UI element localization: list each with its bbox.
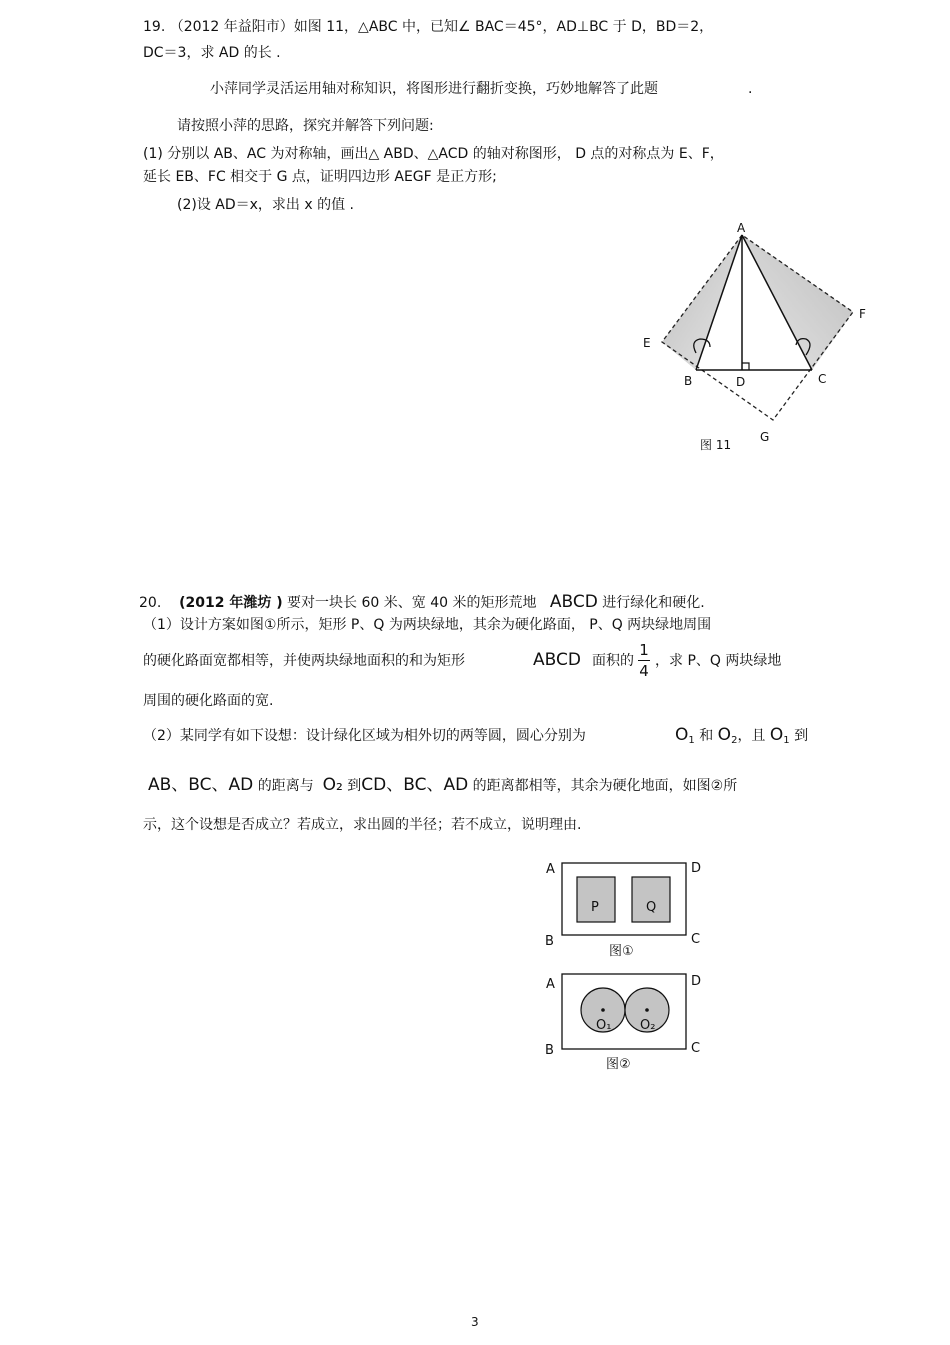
q19-line1: 19. （2012 年益阳市）如图 11，△ABC 中，已知∠ BAC＝45°，AD⊥BC 于 D，BD＝2， [143, 19, 714, 35]
fig2-label-o1: O₁ [596, 1018, 612, 1033]
label-e: E [643, 336, 651, 350]
fig1-label-a: A [546, 862, 555, 877]
q20-line6-b: 到 [347, 778, 362, 794]
q19-line4: 请按照小萍的思路，探究并解答下列问题: [177, 118, 434, 134]
q20-line4: 周围的硬化路面的宽. [143, 693, 274, 709]
q19-line3-end: . [748, 81, 753, 97]
figure-11 [630, 215, 880, 460]
q20-line1 [139, 593, 705, 612]
q20-line6-sides1: AB、BC、AD [148, 775, 254, 795]
q20-dao: 到 [794, 728, 809, 744]
q19-line7: (2)设 AD＝x，求出 x 的值 . [177, 197, 355, 213]
fig2-label-d: D [691, 974, 702, 989]
fig2-caption: 图② [606, 1057, 631, 1072]
o1-letter-again: O [769, 725, 784, 745]
label-b: B [684, 374, 693, 388]
figure-11-caption: 图 11 [700, 438, 732, 452]
o1-letter: O [675, 725, 689, 745]
o1-subscript-again: 1 [783, 735, 790, 746]
fig2-label-a: A [546, 977, 555, 992]
page-number: 3 [471, 1315, 479, 1329]
q19-line5: (1) 分别以 AB、AC 为对称轴，画出△ ABD、△ACD 的轴对称图形， D 点的对称点为 E、F， [143, 146, 724, 162]
q20-number: 20. [139, 595, 162, 611]
right-angle-mark [742, 363, 749, 370]
label-c: C [818, 372, 827, 386]
q20-line5-b [675, 726, 808, 750]
q19-line6: 延长 EB、FC 相交于 G 点，证明四边形 AEGF 是正方形; [143, 169, 497, 185]
q20-line1-abcd: ABCD [549, 592, 598, 612]
q19-line3: 小萍同学灵活运用轴对称知识，将图形进行翻折变换，巧妙地解答了此题 [210, 81, 658, 97]
fig1-label-d: D [691, 861, 702, 876]
label-g: G [760, 430, 770, 444]
o2-subscript: 2 [731, 735, 738, 746]
q20-line6 [148, 776, 737, 795]
q20-line6-a: 的距离与 [257, 778, 314, 794]
q20-source: (2012 年潍坊 ) [179, 595, 283, 611]
q20-line6-o2: O₂ [322, 775, 343, 795]
q20-line3-a: 的硬化路面宽都相等，并使两块绿地面积的和为矩形 [143, 653, 465, 669]
fig1-label-q: Q [646, 900, 657, 915]
q20-he: 和 [699, 728, 714, 744]
q20-line5-a: （2）某同学有如下设想：设计绿化区域为相外切的两等圆，圆心分别为 [143, 728, 586, 744]
q20-qie: ，且 [737, 728, 766, 744]
fig1-label-p: P [591, 900, 599, 915]
q20-line3-b: 面积的 [592, 653, 634, 669]
q20-line1-text-b: 进行绿化和硬化. [602, 595, 705, 611]
fig2-label-o2: O₂ [640, 1018, 656, 1033]
figure-1 [540, 855, 710, 965]
center-o2 [645, 1008, 649, 1012]
fig1-caption: 图① [609, 944, 634, 959]
q20-line3-c: ，求 P、Q 两块绿地 [655, 653, 782, 669]
figure-2 [540, 968, 710, 1078]
fraction-denominator: 4 [639, 662, 649, 680]
q20-line2: （1）设计方案如图①所示，矩形 P、Q 为两块绿地，其余为硬化路面， P、Q 两块绿地周围 [143, 617, 712, 633]
label-f: F [859, 307, 866, 321]
fraction-one-quarter [638, 642, 650, 679]
fig1-label-c: C [691, 932, 701, 947]
q20-line7: 示，这个设想是否成立？若成立，求出圆的半径；若不成立，说明理由. [143, 817, 582, 833]
q20-line3-abcd: ABCD [533, 650, 581, 670]
o1-subscript: 1 [688, 735, 695, 746]
fig2-label-c: C [691, 1041, 701, 1056]
label-d: D [736, 375, 746, 389]
q20-line1-text-a: 要对一块长 60 米、宽 40 米的矩形荒地 [287, 595, 537, 611]
triangle-afc [742, 235, 853, 370]
fraction-numerator: 1 [639, 641, 649, 659]
o2-letter: O [717, 725, 732, 745]
fig1-label-b: B [545, 934, 554, 949]
fig2-label-b: B [545, 1043, 554, 1058]
label-a: A [737, 221, 746, 235]
q20-line6-c: 的距离都相等，其余为硬化地面，如图②所 [472, 778, 738, 794]
q20-line6-sides2: CD、BC、AD [361, 775, 469, 795]
q19-line2: DC＝3，求 AD 的长 . [143, 45, 281, 61]
center-o1 [601, 1008, 605, 1012]
